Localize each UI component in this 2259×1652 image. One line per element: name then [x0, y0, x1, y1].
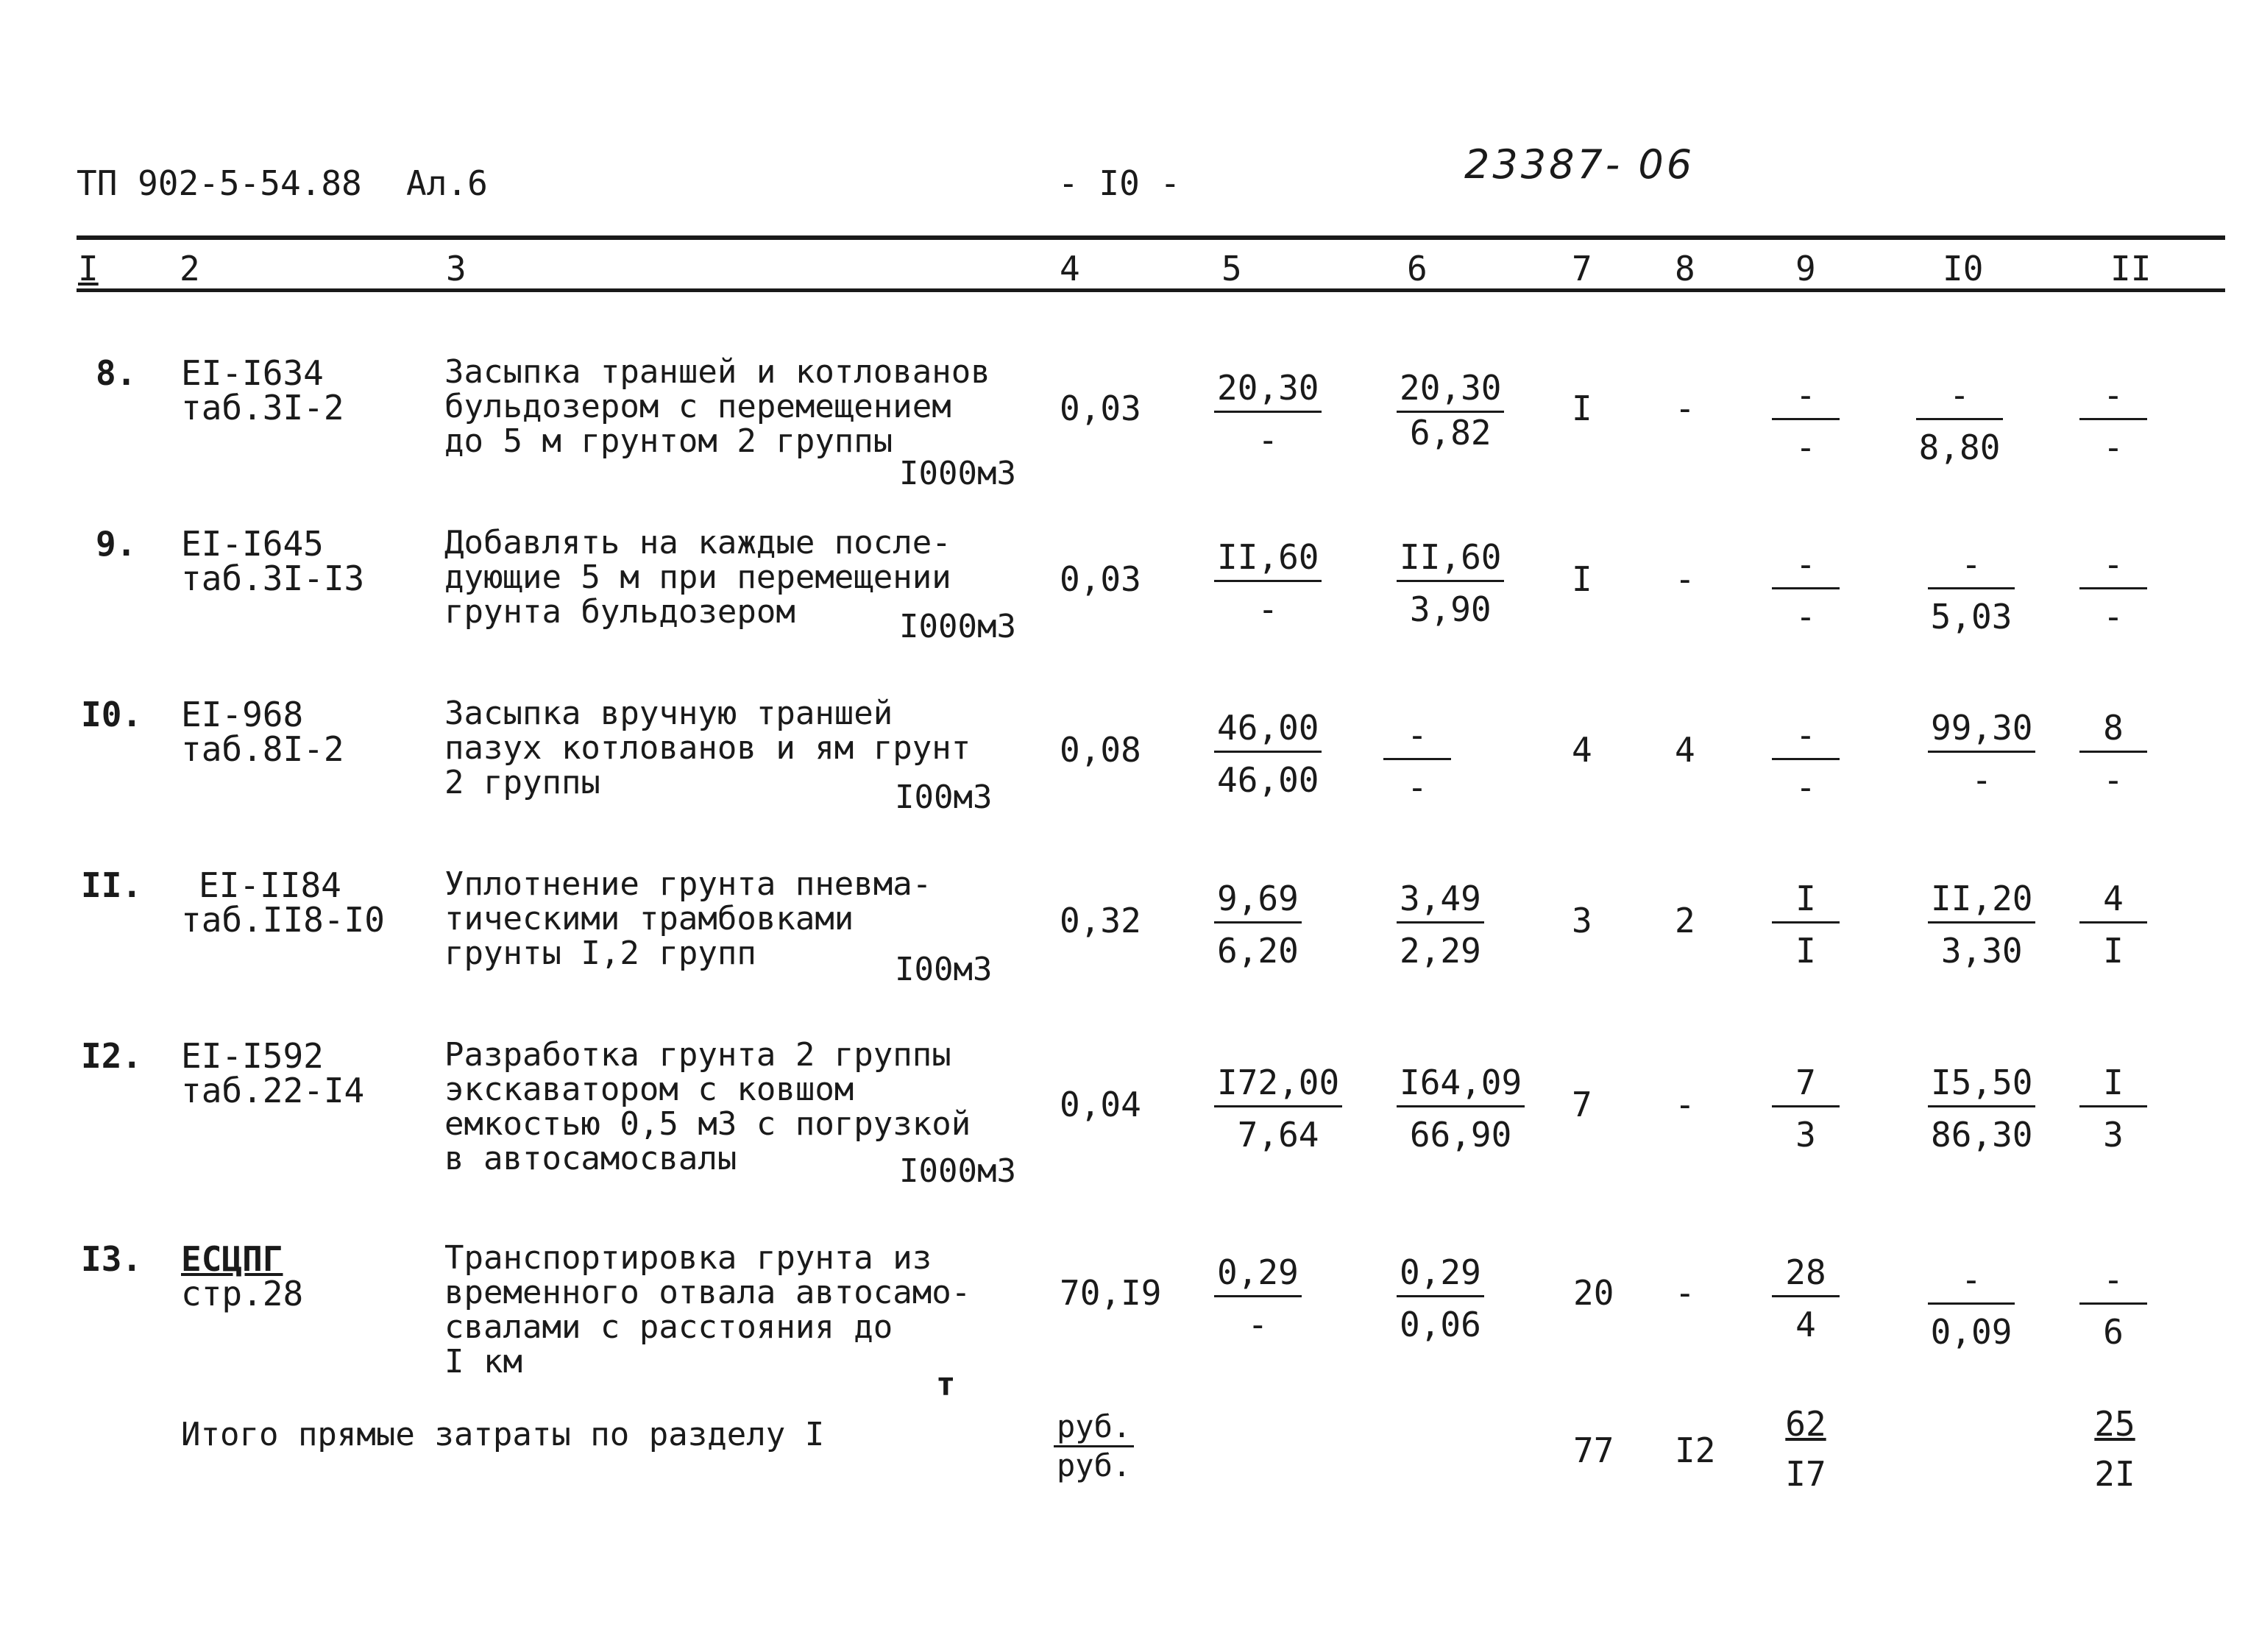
- measurement-unit: I000м3: [899, 455, 1016, 492]
- col7-value: 20: [1573, 1273, 1614, 1313]
- col8-value: -: [1675, 389, 1695, 428]
- row-number: II.: [81, 865, 143, 905]
- column-number: 6: [1407, 249, 1428, 288]
- total-unit-fraction: [1054, 1408, 1134, 1483]
- work-description: Засыпка вручную траншей пазух котлованов и ям грунт 2 группы: [444, 695, 971, 801]
- norm-table: таб.3I-I3: [181, 559, 365, 598]
- norm-table: таб.II8-I0: [181, 900, 385, 940]
- measurement-unit: I00м3: [895, 951, 993, 988]
- col5-fraction: [1214, 879, 1302, 971]
- document-code: ТП 902-5-54.88: [77, 163, 362, 203]
- col5-top: 9,69: [1214, 882, 1302, 924]
- col11-top: -: [2079, 1263, 2147, 1305]
- column-number: 8: [1675, 249, 1695, 288]
- col6-top: 20,30: [1397, 371, 1504, 413]
- col9-bottom: -: [1795, 428, 1816, 467]
- col8-value: 4: [1675, 730, 1695, 770]
- col11-bottom: 3: [2103, 1115, 2124, 1155]
- total-col8: I2: [1675, 1431, 1716, 1470]
- col5-fraction: [1214, 708, 1322, 800]
- total-col11-top: 25: [2094, 1404, 2135, 1444]
- total-col9-top: 62: [1785, 1404, 1826, 1444]
- column-number: 3: [446, 249, 467, 288]
- col10-fraction: [1928, 708, 2035, 800]
- col6-bottom: -: [1407, 767, 1428, 807]
- col10-bottom: -: [1971, 760, 1993, 800]
- col7-value: I: [1572, 389, 1592, 428]
- row-number: I0.: [81, 695, 143, 734]
- col9-top: 28: [1772, 1255, 1840, 1297]
- col11-fraction: [2079, 708, 2147, 800]
- col5-top: 46,00: [1214, 711, 1322, 753]
- col7-value: I: [1572, 559, 1592, 599]
- col9-bottom: 3: [1795, 1115, 1816, 1155]
- norm-code: EI-II84: [199, 865, 341, 905]
- col11-top: I: [2079, 1066, 2147, 1107]
- col6-bottom: 2,29: [1400, 931, 1481, 971]
- col6-fraction: [1397, 1252, 1484, 1344]
- col6-top: 3,49: [1397, 882, 1484, 924]
- col10-bottom: 0,09: [1930, 1312, 2012, 1352]
- col7-value: 4: [1572, 730, 1592, 770]
- col5-bottom: -: [1258, 420, 1279, 460]
- col9-top: 7: [1772, 1066, 1840, 1107]
- col5-fraction: [1214, 368, 1322, 460]
- norm-code: ЕСЦПГ: [181, 1239, 283, 1279]
- col5-top: 0,29: [1214, 1255, 1302, 1297]
- col9-fraction: [1772, 715, 1840, 807]
- col6-bottom: 66,90: [1409, 1115, 1512, 1155]
- col5-bottom: -: [1258, 589, 1279, 629]
- col11-top: -: [2079, 547, 2147, 589]
- col11-bottom: -: [2103, 597, 2124, 637]
- quantity: 0,08: [1060, 730, 1141, 770]
- col5-fraction: [1214, 1063, 1342, 1155]
- norm-table: таб.8I-2: [181, 729, 344, 769]
- col6-bottom: 0,06: [1400, 1305, 1481, 1344]
- col8-value: -: [1675, 1085, 1695, 1124]
- column-number: 7: [1572, 249, 1592, 288]
- col5-bottom: -: [1247, 1305, 1269, 1344]
- col7-value: 7: [1572, 1085, 1592, 1124]
- col10-fraction: [1928, 1260, 2015, 1352]
- norm-table: стр.28: [181, 1274, 304, 1314]
- col8-value: -: [1675, 1273, 1695, 1313]
- col8-value: 2: [1675, 901, 1695, 940]
- col10-bottom: 8,80: [1918, 428, 2001, 467]
- column-number: 4: [1060, 249, 1080, 288]
- col11-fraction: [2079, 1260, 2147, 1352]
- col11-fraction: [2079, 1063, 2147, 1155]
- column-number: 5: [1221, 249, 1242, 288]
- work-description: Засыпка траншей и котлованов бульдозером с перемещением до 5 м грунтом 2 группы: [444, 353, 990, 460]
- row-number: 8.: [96, 353, 137, 393]
- col6-fraction: [1397, 1063, 1525, 1155]
- col11-bottom: I: [2103, 931, 2124, 971]
- col6-fraction: [1397, 537, 1504, 629]
- col5-bottom: 7,64: [1237, 1115, 1319, 1155]
- col11-top: 4: [2079, 882, 2147, 924]
- column-number: II: [2110, 249, 2152, 288]
- col6-bottom: 6,82: [1409, 413, 1492, 453]
- col9-bottom: I: [1795, 931, 1816, 971]
- col10-bottom: 3,30: [1940, 931, 2023, 971]
- col9-top: -: [1772, 378, 1840, 420]
- measurement-unit: т: [936, 1366, 956, 1403]
- norm-table: таб.3I-2: [181, 388, 344, 428]
- total-label: Итого прямые затраты по разделу I: [181, 1416, 825, 1453]
- col10-top: 99,30: [1928, 711, 2035, 753]
- total-unit-bottom: руб.: [1057, 1447, 1132, 1483]
- col5-bottom: 6,20: [1217, 931, 1299, 971]
- total-unit-top: руб.: [1054, 1411, 1134, 1447]
- column-number: I: [78, 249, 99, 288]
- col9-fraction: [1772, 1252, 1840, 1344]
- col5-fraction: [1214, 1252, 1302, 1344]
- col11-fraction: [2079, 545, 2147, 637]
- album-number: Ал.6: [406, 163, 488, 203]
- header-bottom-rule: [77, 288, 2225, 292]
- col10-top: -: [1928, 547, 2015, 589]
- column-number: 2: [180, 249, 200, 288]
- column-number: 9: [1795, 249, 1816, 288]
- col6-fraction: [1383, 715, 1451, 807]
- column-number: I0: [1943, 249, 1984, 288]
- col9-fraction: [1772, 375, 1840, 467]
- quantity: 70,I9: [1060, 1273, 1162, 1313]
- col10-fraction: [1928, 545, 2015, 637]
- col6-top: II,60: [1397, 540, 1504, 582]
- col10-top: II,20: [1928, 882, 2035, 924]
- col10-fraction: [1928, 879, 2035, 971]
- col6-fraction: [1397, 368, 1504, 453]
- work-description: Уплотнение грунта пневма- тическими трамбовками грунты I,2 групп: [444, 865, 932, 972]
- col10-fraction: [1916, 375, 2003, 467]
- col11-fraction: [2079, 879, 2147, 971]
- col10-top: I5,50: [1928, 1066, 2035, 1107]
- col10-bottom: 5,03: [1930, 597, 2012, 637]
- col7-value: 3: [1572, 901, 1592, 940]
- quantity: 0,32: [1060, 901, 1141, 940]
- row-number: I2.: [81, 1036, 143, 1076]
- measurement-unit: I000м3: [899, 608, 1016, 645]
- col11-fraction: [2079, 375, 2147, 467]
- total-col7: 77: [1573, 1431, 1614, 1470]
- col8-value: -: [1675, 559, 1695, 599]
- measurement-unit: I00м3: [895, 779, 993, 816]
- col9-bottom: -: [1795, 597, 1816, 637]
- col6-fraction: [1397, 879, 1484, 971]
- col9-fraction: [1772, 545, 1840, 637]
- col9-bottom: 4: [1795, 1305, 1816, 1344]
- col9-top: -: [1772, 547, 1840, 589]
- work-description: Добавлять на каждые после- дующие 5 м при перемещении грунта бульдозером: [444, 524, 951, 631]
- col10-bottom: 86,30: [1931, 1115, 2033, 1155]
- col11-top: -: [2079, 378, 2147, 420]
- work-description: Транспортировка грунта из временного отвала автосамо- свалами с расстояния до I км: [444, 1239, 971, 1380]
- col6-top: 0,29: [1397, 1255, 1484, 1297]
- col9-top: I: [1772, 882, 1840, 924]
- col5-fraction: [1214, 537, 1322, 629]
- header-top-rule: [77, 235, 2225, 240]
- page-number: - I0 -: [1058, 163, 1181, 203]
- work-description: Разработка грунта 2 группы экскаватором с ковшом емкостью 0,5 м3 с погрузкой в автосамосвалы: [444, 1036, 971, 1177]
- col10-top: -: [1916, 378, 2003, 420]
- norm-code: EI-I634: [181, 353, 324, 393]
- col5-top: II,60: [1214, 540, 1322, 582]
- col5-top: I72,00: [1214, 1066, 1342, 1107]
- col5-top: 20,30: [1214, 371, 1322, 413]
- col11-top: 8: [2079, 711, 2147, 753]
- col9-top: -: [1772, 718, 1840, 760]
- col9-bottom: -: [1795, 767, 1816, 807]
- quantity: 0,04: [1060, 1085, 1141, 1124]
- col5-bottom: 46,00: [1217, 760, 1319, 800]
- col10-top: -: [1928, 1263, 2015, 1305]
- col11-bottom: 6: [2103, 1312, 2124, 1352]
- col6-bottom: 3,90: [1409, 589, 1492, 629]
- col6-top: I64,09: [1397, 1066, 1525, 1107]
- row-number: I3.: [81, 1239, 143, 1279]
- col11-bottom: -: [2103, 760, 2124, 800]
- col9-fraction: [1772, 879, 1840, 971]
- total-col9-fraction: [1781, 1404, 1831, 1494]
- norm-code: EI-I592: [181, 1036, 324, 1076]
- measurement-unit: I000м3: [899, 1152, 1016, 1190]
- col9-fraction: [1772, 1063, 1840, 1155]
- total-col9-bottom: I7: [1785, 1454, 1826, 1494]
- quantity: 0,03: [1060, 389, 1141, 428]
- norm-code: EI-I645: [181, 524, 324, 564]
- total-col11-bottom: 2I: [2094, 1454, 2135, 1494]
- col6-top: -: [1383, 718, 1451, 760]
- col10-fraction: [1928, 1063, 2035, 1155]
- norm-code: EI-968: [181, 695, 304, 734]
- row-number: 9.: [96, 524, 137, 564]
- total-col11-fraction: [2090, 1404, 2140, 1494]
- col11-bottom: -: [2103, 428, 2124, 467]
- norm-table: таб.22-I4: [181, 1071, 365, 1110]
- quantity: 0,03: [1060, 559, 1141, 599]
- handwritten-number: 23387- 06: [1464, 141, 1695, 188]
